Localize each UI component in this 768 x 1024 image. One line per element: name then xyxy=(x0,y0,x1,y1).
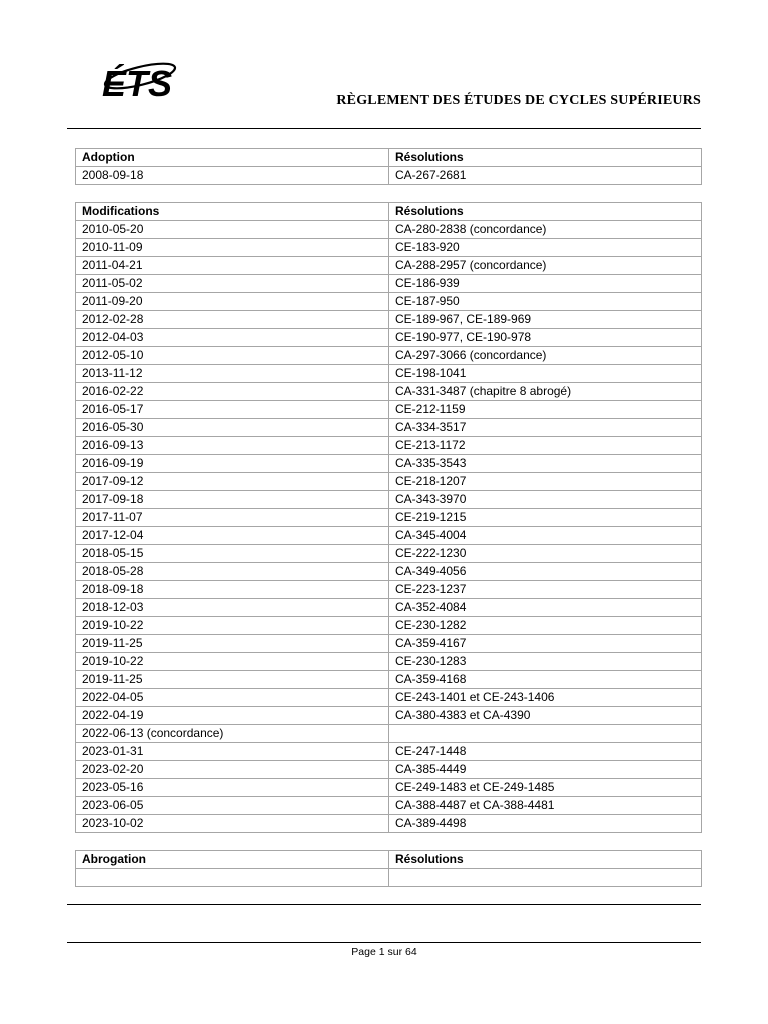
resolution-cell: CE-198-1041 xyxy=(389,365,702,383)
date-cell xyxy=(76,869,389,887)
column-header: Modifications xyxy=(76,203,389,221)
resolution-cell: CE-186-939 xyxy=(389,275,702,293)
date-cell: 2016-05-30 xyxy=(76,419,389,437)
date-cell: 2018-12-03 xyxy=(76,599,389,617)
date-cell: 2012-04-03 xyxy=(76,329,389,347)
modifications-table xyxy=(75,202,702,833)
date-cell: 2016-09-13 xyxy=(76,437,389,455)
table-row xyxy=(76,671,702,689)
resolution-cell: CA-359-4168 xyxy=(389,671,702,689)
adoption-table xyxy=(75,148,702,185)
table-row xyxy=(76,221,702,239)
date-cell: 2023-05-16 xyxy=(76,779,389,797)
page-number: Page 1 sur 64 xyxy=(351,946,417,958)
date-cell: 2022-06-13 (concordance) xyxy=(76,725,389,743)
header-divider xyxy=(67,128,701,129)
table-row xyxy=(76,869,702,887)
resolution-cell: CE-183-920 xyxy=(389,239,702,257)
resolution-cell: CE-249-1483 et CE-249-1485 xyxy=(389,779,702,797)
resolution-cell: CA-343-3970 xyxy=(389,491,702,509)
date-cell: 2018-05-15 xyxy=(76,545,389,563)
table-header-row xyxy=(76,203,702,221)
table-row xyxy=(76,761,702,779)
date-cell: 2017-11-07 xyxy=(76,509,389,527)
table-row xyxy=(76,599,702,617)
table-row xyxy=(76,581,702,599)
resolution-cell: CA-288-2957 (concordance) xyxy=(389,257,702,275)
table-row xyxy=(76,329,702,347)
date-cell: 2019-10-22 xyxy=(76,617,389,635)
column-header: Résolutions xyxy=(389,203,702,221)
date-cell: 2023-10-02 xyxy=(76,815,389,833)
date-cell: 2010-11-09 xyxy=(76,239,389,257)
abrogation-table xyxy=(75,850,702,887)
table-row xyxy=(76,401,702,419)
table-row xyxy=(76,797,702,815)
resolution-cell: CE-222-1230 xyxy=(389,545,702,563)
date-cell: 2013-11-12 xyxy=(76,365,389,383)
date-cell: 2012-02-28 xyxy=(76,311,389,329)
date-cell: 2016-02-22 xyxy=(76,383,389,401)
table-row xyxy=(76,779,702,797)
date-cell: 2023-01-31 xyxy=(76,743,389,761)
date-cell: 2019-11-25 xyxy=(76,671,389,689)
resolution-cell xyxy=(389,725,702,743)
date-cell: 2011-04-21 xyxy=(76,257,389,275)
resolution-cell: CE-218-1207 xyxy=(389,473,702,491)
logo-text: ÉTS xyxy=(102,63,173,104)
date-cell: 2019-10-22 xyxy=(76,653,389,671)
date-cell: 2011-09-20 xyxy=(76,293,389,311)
table-row xyxy=(76,437,702,455)
table-row xyxy=(76,725,702,743)
table-row xyxy=(76,383,702,401)
column-header: Adoption xyxy=(76,149,389,167)
resolution-cell: CE-189-967, CE-189-969 xyxy=(389,311,702,329)
column-header: Résolutions xyxy=(389,149,702,167)
content-end-divider xyxy=(67,904,701,905)
table-row xyxy=(76,365,702,383)
table-header-row xyxy=(76,149,702,167)
table-row xyxy=(76,743,702,761)
resolution-cell: CA-280-2838 (concordance) xyxy=(389,221,702,239)
resolution-cell: CE-223-1237 xyxy=(389,581,702,599)
date-cell: 2010-05-20 xyxy=(76,221,389,239)
table-row xyxy=(76,635,702,653)
resolution-cell: CA-349-4056 xyxy=(389,563,702,581)
table-row xyxy=(76,689,702,707)
date-cell: 2019-11-25 xyxy=(76,635,389,653)
date-cell: 2023-06-05 xyxy=(76,797,389,815)
date-cell: 2011-05-02 xyxy=(76,275,389,293)
table-row xyxy=(76,509,702,527)
resolution-cell: CE-230-1283 xyxy=(389,653,702,671)
resolution-cell: CE-212-1159 xyxy=(389,401,702,419)
table-row xyxy=(76,347,702,365)
table-row xyxy=(76,545,702,563)
resolution-cell: CA-297-3066 (concordance) xyxy=(389,347,702,365)
table-row xyxy=(76,275,702,293)
resolution-cell: CA-380-4383 et CA-4390 xyxy=(389,707,702,725)
date-cell: 2017-09-18 xyxy=(76,491,389,509)
date-cell: 2022-04-05 xyxy=(76,689,389,707)
document-title: RÈGLEMENT DES ÉTUDES DE CYCLES SUPÉRIEURS xyxy=(336,93,701,108)
resolution-cell: CA-359-4167 xyxy=(389,635,702,653)
resolution-cell: CE-243-1401 et CE-243-1406 xyxy=(389,689,702,707)
column-header: Abrogation xyxy=(76,851,389,869)
table-row xyxy=(76,617,702,635)
date-cell: 2017-12-04 xyxy=(76,527,389,545)
resolution-cell: CA-345-4004 xyxy=(389,527,702,545)
resolution-cell: CA-389-4498 xyxy=(389,815,702,833)
table-row xyxy=(76,419,702,437)
footer-divider xyxy=(67,942,701,943)
resolution-cell xyxy=(389,869,702,887)
ets-logo xyxy=(96,50,180,106)
table-row xyxy=(76,707,702,725)
date-cell: 2012-05-10 xyxy=(76,347,389,365)
table-row xyxy=(76,455,702,473)
table-row xyxy=(76,257,702,275)
table-row xyxy=(76,167,702,185)
table-row xyxy=(76,473,702,491)
date-cell: 2008-09-18 xyxy=(76,167,389,185)
table-row xyxy=(76,311,702,329)
resolution-cell: CE-213-1172 xyxy=(389,437,702,455)
resolution-cell: CE-230-1282 xyxy=(389,617,702,635)
resolution-cell: CE-219-1215 xyxy=(389,509,702,527)
resolution-cell: CA-267-2681 xyxy=(389,167,702,185)
resolution-cell: CA-335-3543 xyxy=(389,455,702,473)
resolution-cell: CA-385-4449 xyxy=(389,761,702,779)
resolution-cell: CA-388-4487 et CA-388-4481 xyxy=(389,797,702,815)
date-cell: 2018-05-28 xyxy=(76,563,389,581)
date-cell: 2018-09-18 xyxy=(76,581,389,599)
column-header: Résolutions xyxy=(389,851,702,869)
resolution-cell: CE-190-977, CE-190-978 xyxy=(389,329,702,347)
date-cell: 2017-09-12 xyxy=(76,473,389,491)
date-cell: 2016-05-17 xyxy=(76,401,389,419)
table-row xyxy=(76,239,702,257)
table-row xyxy=(76,491,702,509)
table-row xyxy=(76,815,702,833)
table-row xyxy=(76,563,702,581)
table-row xyxy=(76,293,702,311)
date-cell: 2022-04-19 xyxy=(76,707,389,725)
ets-logo-graphic xyxy=(96,50,180,106)
date-cell: 2023-02-20 xyxy=(76,761,389,779)
resolution-cell: CA-352-4084 xyxy=(389,599,702,617)
resolution-cell: CA-331-3487 (chapitre 8 abrogé) xyxy=(389,383,702,401)
resolution-cell: CE-247-1448 xyxy=(389,743,702,761)
table-row xyxy=(76,527,702,545)
table-header-row xyxy=(76,851,702,869)
date-cell: 2016-09-19 xyxy=(76,455,389,473)
resolution-cell: CA-334-3517 xyxy=(389,419,702,437)
resolution-cell: CE-187-950 xyxy=(389,293,702,311)
table-row xyxy=(76,653,702,671)
